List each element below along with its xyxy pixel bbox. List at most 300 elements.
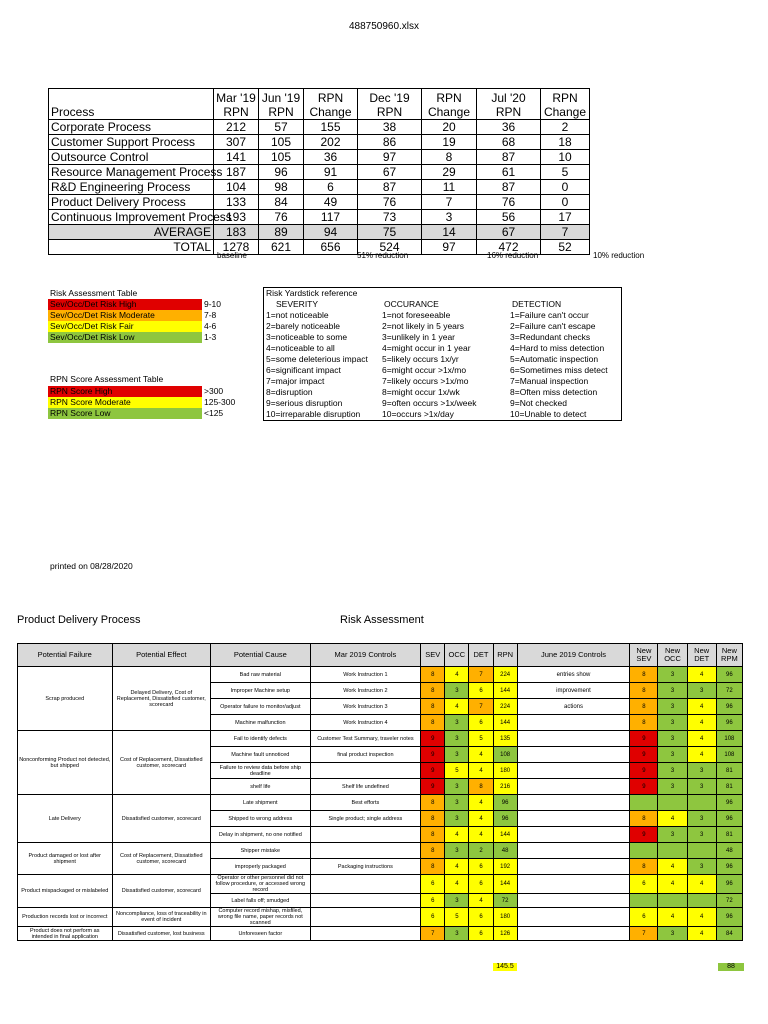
mar-2019-control: Work Instruction 3	[310, 699, 421, 715]
potential-cause: Machine malfunction	[211, 715, 311, 731]
yardstick-cell: 8=disruption	[266, 387, 313, 397]
yardstick-cell: 9=often occurs >1x/week	[382, 398, 477, 408]
det: 4	[469, 763, 493, 779]
sev: 8	[421, 811, 445, 827]
average-value: 67	[477, 225, 541, 240]
potential-effect: Dissatisfied customer, scorecard	[112, 875, 211, 908]
mar-2019-control: Work Instruction 1	[310, 667, 421, 683]
rpn-value: 67	[358, 165, 422, 180]
new-rpm: 84	[716, 927, 742, 941]
rpn-score-row	[48, 386, 237, 397]
rpn-score-row	[48, 408, 237, 419]
new-det: 4	[687, 731, 716, 747]
sev: 8	[421, 667, 445, 683]
risk-assessment-table	[48, 299, 223, 343]
yardstick-cell: 10=irreparable disruption	[266, 409, 361, 419]
potential-cause: Operator failure to monitor/adjust	[211, 699, 311, 715]
potential-failure: Product damaged or lost after shipment	[18, 843, 113, 875]
rpn: 180	[493, 763, 517, 779]
new-occ	[658, 894, 687, 908]
summary-header-cell: RPN Change	[541, 89, 590, 120]
average-value: 89	[259, 225, 304, 240]
average-value: 94	[304, 225, 358, 240]
sev: 9	[421, 731, 445, 747]
sev: 8	[421, 715, 445, 731]
new-occ: 3	[658, 763, 687, 779]
rpn-value: 104	[214, 180, 259, 195]
mar-2019-control	[310, 843, 421, 859]
det: 6	[469, 683, 493, 699]
potential-effect: Cost of Replacement, Dissatisfied customer, scorecard	[112, 731, 211, 795]
yardstick-cell: 7=Manual inspection	[510, 376, 589, 386]
rpn-value: 17	[541, 210, 590, 225]
yardstick-cell: 9=serious disruption	[266, 398, 343, 408]
yardstick-cell: 10=occurs >1x/day	[382, 409, 454, 419]
new-det: 4	[687, 927, 716, 941]
rpn-value: 57	[259, 120, 304, 135]
average-value: 183	[214, 225, 259, 240]
rpn: 224	[493, 699, 517, 715]
rpn-value: 7	[422, 195, 477, 210]
risk-level-row	[48, 321, 223, 332]
det: 4	[469, 795, 493, 811]
summary-row	[49, 210, 590, 225]
process-name: Product Delivery Process	[49, 195, 214, 210]
potential-cause: Label falls off; smudged	[211, 894, 311, 908]
section-title-risk: Risk Assessment	[340, 614, 424, 626]
mar-2019-control	[310, 927, 421, 941]
new-occ: 4	[658, 811, 687, 827]
yardstick-row	[264, 354, 622, 365]
rpn-value: 105	[259, 135, 304, 150]
yardstick-cell: 1=Failure can't occur	[510, 310, 589, 320]
yardstick-cell: 3=unlikely in 1 year	[382, 332, 456, 342]
june-2019-control: improvement	[517, 683, 630, 699]
occ: 4	[445, 699, 469, 715]
rpn-value: 87	[477, 180, 541, 195]
rpn-value: 133	[214, 195, 259, 210]
det: 4	[469, 811, 493, 827]
rpn: 135	[493, 731, 517, 747]
rpn-score-row	[48, 397, 237, 408]
mar-2019-control: Shelf life undefined	[310, 779, 421, 795]
yardstick-cell: 9=Not checked	[510, 398, 567, 408]
potential-cause: Late shipment	[211, 795, 311, 811]
process-name: R&D Engineering Process	[49, 180, 214, 195]
new-det: 3	[687, 763, 716, 779]
occ: 3	[445, 683, 469, 699]
new-sev: 9	[630, 827, 658, 843]
mar-2019-control	[310, 827, 421, 843]
avg-new-rpn: 88	[718, 963, 744, 971]
yardstick-cell: 6=might occur >1x/mo	[382, 365, 467, 375]
risk-level-row	[48, 332, 223, 343]
det: 7	[469, 699, 493, 715]
fmea-header-cell: Potential Effect	[112, 644, 211, 667]
new-rpm: 81	[716, 827, 742, 843]
new-occ: 3	[658, 747, 687, 763]
new-occ: 3	[658, 927, 687, 941]
rpn: 96	[493, 795, 517, 811]
summary-row	[49, 165, 590, 180]
potential-cause: Shipper mistake	[211, 843, 311, 859]
occ: 3	[445, 795, 469, 811]
yardstick-cell: 6=significant impact	[266, 365, 341, 375]
summary-average-row	[49, 225, 590, 240]
occ: 3	[445, 747, 469, 763]
mar-2019-control	[310, 908, 421, 927]
new-sev: 7	[630, 927, 658, 941]
sev: 8	[421, 699, 445, 715]
occ: 3	[445, 715, 469, 731]
rpn-value: 73	[358, 210, 422, 225]
rpn-value: 91	[304, 165, 358, 180]
new-sev: 8	[630, 811, 658, 827]
process-name: Corporate Process	[49, 120, 214, 135]
new-det: 3	[687, 683, 716, 699]
summary-row	[49, 120, 590, 135]
mar-2019-control: final product inspection	[310, 747, 421, 763]
yardstick-row	[264, 376, 622, 387]
fmea-row	[18, 908, 743, 927]
new-sev	[630, 795, 658, 811]
rpn: 108	[493, 747, 517, 763]
rpn: 144	[493, 683, 517, 699]
potential-cause: Unforeseen factor	[211, 927, 311, 941]
rpn-value: 29	[422, 165, 477, 180]
new-det: 3	[687, 827, 716, 843]
rpn-value: 3	[422, 210, 477, 225]
rpn-table-title: RPN Score Assessment Table	[50, 374, 164, 384]
summary-header-cell: Process	[49, 89, 214, 120]
mar-2019-control	[310, 763, 421, 779]
yardstick-cell: 4=noticeable to all	[266, 343, 335, 353]
new-sev: 8	[630, 683, 658, 699]
yardstick-cell: 3=Redundant checks	[510, 332, 591, 342]
sev: 6	[421, 894, 445, 908]
rpn-value: 155	[304, 120, 358, 135]
average-value: 14	[422, 225, 477, 240]
yardstick-title: Risk Yardstick reference	[266, 288, 358, 298]
rpn-value: 84	[259, 195, 304, 210]
potential-cause: Machine fault unnoticed	[211, 747, 311, 763]
rpn-value: 87	[358, 180, 422, 195]
fmea-header-cell: New OCC	[658, 644, 687, 667]
rpn-value: 2	[541, 120, 590, 135]
june-2019-control: actions	[517, 699, 630, 715]
det: 8	[469, 779, 493, 795]
yardstick-cell: 1=not foreseeable	[382, 310, 451, 320]
rpn-score-table	[48, 386, 237, 419]
new-occ	[658, 843, 687, 859]
new-rpm: 96	[716, 699, 742, 715]
june-2019-control	[517, 927, 630, 941]
avg-old-rpn: 145.5	[493, 963, 517, 971]
yardstick-cell: 4=might occur in 1 year	[382, 343, 471, 353]
risk-level-range: 7-8	[204, 310, 217, 320]
new-det: 4	[687, 699, 716, 715]
fmea-header-cell: New SEV	[630, 644, 658, 667]
mar-2019-control	[310, 894, 421, 908]
summary-row	[49, 180, 590, 195]
risk-level-row	[48, 299, 223, 310]
rpn-value: 86	[358, 135, 422, 150]
rpn-value: 76	[358, 195, 422, 210]
rpn-value: 202	[304, 135, 358, 150]
fmea-header-row	[18, 644, 743, 667]
occ: 3	[445, 894, 469, 908]
det: 4	[469, 747, 493, 763]
rpn-value: 141	[214, 150, 259, 165]
total-value: 97	[422, 240, 477, 255]
note-reduction-1: 51% reduction	[357, 251, 409, 260]
potential-cause: Operator or other personnel did not follow procedure, or accessed wrong record	[211, 875, 311, 894]
total-value: 524	[358, 240, 422, 255]
new-det: 4	[687, 667, 716, 683]
yardstick-header: DETECTION	[512, 299, 562, 309]
june-2019-control	[517, 795, 630, 811]
new-sev: 6	[630, 908, 658, 927]
occ: 4	[445, 875, 469, 894]
yardstick-cell: 10=Unable to detect	[510, 409, 587, 419]
new-det: 3	[687, 811, 716, 827]
rpn-value: 38	[358, 120, 422, 135]
yardstick-cell: 3=noticeable to some	[266, 332, 348, 342]
summary-row	[49, 195, 590, 210]
new-rpm: 108	[716, 747, 742, 763]
rpn: 224	[493, 667, 517, 683]
rpn-value: 19	[422, 135, 477, 150]
summary-header-cell: Jul '20 RPN	[477, 89, 541, 120]
new-occ: 4	[658, 859, 687, 875]
june-2019-control	[517, 908, 630, 927]
risk-level-label: Sev/Occ/Det Risk Low	[48, 332, 202, 343]
rpn: 144	[493, 827, 517, 843]
new-det: 4	[687, 747, 716, 763]
new-occ: 3	[658, 699, 687, 715]
rpn: 192	[493, 859, 517, 875]
new-rpm: 108	[716, 731, 742, 747]
new-rpm: 96	[716, 715, 742, 731]
risk-level-label: Sev/Occ/Det Risk Moderate	[48, 310, 202, 321]
yardstick-cell: 7=likely occurs >1x/mo	[382, 376, 469, 386]
potential-effect: Dissatisfied customer, lost business	[112, 927, 211, 941]
new-sev	[630, 894, 658, 908]
yardstick-cell: 5=Automatic inspection	[510, 354, 599, 364]
new-rpm: 96	[716, 795, 742, 811]
rpn: 180	[493, 908, 517, 927]
new-sev	[630, 843, 658, 859]
rpn: 126	[493, 927, 517, 941]
potential-cause: improperly packaged	[211, 859, 311, 875]
rpn: 72	[493, 894, 517, 908]
new-det	[687, 843, 716, 859]
yardstick-cell: 6=Sometimes miss detect	[510, 365, 608, 375]
yardstick-cell: 7=major impact	[266, 376, 325, 386]
sev: 8	[421, 859, 445, 875]
det: 5	[469, 731, 493, 747]
product-delivery-fmea-table	[17, 643, 743, 941]
new-det: 4	[687, 908, 716, 927]
potential-cause: Bad raw material	[211, 667, 311, 683]
yardstick-cell: 2=barely noticeable	[266, 321, 340, 331]
mar-2019-control: Work Instruction 2	[310, 683, 421, 699]
potential-cause: Delay in shipment, no one notified	[211, 827, 311, 843]
rpn-value: 307	[214, 135, 259, 150]
sev: 8	[421, 827, 445, 843]
yardstick-row	[264, 343, 622, 354]
summary-row	[49, 135, 590, 150]
fmea-header-cell: DET	[469, 644, 493, 667]
new-det	[687, 894, 716, 908]
yardstick-row	[264, 398, 622, 409]
occ: 3	[445, 779, 469, 795]
june-2019-control	[517, 731, 630, 747]
rpn-value: 20	[422, 120, 477, 135]
fmea-header-cell: RPN	[493, 644, 517, 667]
mar-2019-control	[310, 875, 421, 894]
summary-row	[49, 150, 590, 165]
new-occ: 3	[658, 827, 687, 843]
rpn-value: 49	[304, 195, 358, 210]
rpn-value: 117	[304, 210, 358, 225]
yardstick-header-row	[264, 299, 622, 310]
yardstick-cell: 2=Failure can't escape	[510, 321, 596, 331]
process-name: Resource Management Process	[49, 165, 214, 180]
rpn-summary-table	[48, 88, 590, 255]
new-det: 3	[687, 779, 716, 795]
potential-cause: shelf life	[211, 779, 311, 795]
new-sev: 8	[630, 715, 658, 731]
rpn-value: 96	[259, 165, 304, 180]
yardstick-cell: 2=not likely in 5 years	[382, 321, 464, 331]
mar-2019-control: Single product; single address	[310, 811, 421, 827]
new-rpm: 96	[716, 875, 742, 894]
rpn: 144	[493, 875, 517, 894]
new-rpm: 81	[716, 779, 742, 795]
sev: 8	[421, 683, 445, 699]
rpn-value: 76	[259, 210, 304, 225]
fmea-row	[18, 731, 743, 747]
summary-header-cell: RPN Change	[422, 89, 477, 120]
det: 4	[469, 894, 493, 908]
rpn-value: 6	[304, 180, 358, 195]
note-reduction-3: 10% reduction	[593, 251, 645, 260]
yardstick-cell: 8=might occur 1x/wk	[382, 387, 460, 397]
yardstick-header: SEVERITY	[276, 299, 319, 309]
new-det: 4	[687, 715, 716, 731]
fmea-header-cell: SEV	[421, 644, 445, 667]
fmea-header-cell: OCC	[445, 644, 469, 667]
yardstick-row	[264, 310, 622, 321]
occ: 4	[445, 827, 469, 843]
yardstick-cell: 4=Hard to miss detection	[510, 343, 605, 353]
total-label: TOTAL	[49, 240, 214, 255]
risk-yardstick-table	[263, 287, 622, 421]
rpn-value: 212	[214, 120, 259, 135]
rpn-value: 87	[477, 150, 541, 165]
risk-level-range: 1-3	[204, 332, 217, 342]
new-rpm: 96	[716, 908, 742, 927]
process-name: Customer Support Process	[49, 135, 214, 150]
printed-date: printed on 08/28/2020	[50, 561, 133, 571]
rpn-score-range: 125-300	[204, 397, 236, 407]
fmea-row	[18, 927, 743, 941]
new-occ: 3	[658, 683, 687, 699]
yardstick-row	[264, 332, 622, 343]
occ: 3	[445, 731, 469, 747]
rpn: 96	[493, 811, 517, 827]
risk-table-title: Risk Assessment Table	[50, 288, 138, 298]
rpn-value: 187	[214, 165, 259, 180]
occ: 4	[445, 667, 469, 683]
risk-level-row	[48, 310, 223, 321]
potential-failure: Product mispackaged or mislabeled	[18, 875, 113, 908]
rpn-value: 61	[477, 165, 541, 180]
new-sev: 8	[630, 699, 658, 715]
mar-2019-control: Customer Test Summary, traveler notes	[310, 731, 421, 747]
rpn-value: 0	[541, 180, 590, 195]
june-2019-control	[517, 827, 630, 843]
rpn: 48	[493, 843, 517, 859]
potential-cause: Shipped to wrong address	[211, 811, 311, 827]
june-2019-control	[517, 779, 630, 795]
occ: 3	[445, 843, 469, 859]
average-value: 7	[541, 225, 590, 240]
det: 6	[469, 875, 493, 894]
det: 6	[469, 859, 493, 875]
sev: 6	[421, 908, 445, 927]
june-2019-control	[517, 859, 630, 875]
total-value: 52	[541, 240, 590, 255]
fmea-header-cell: New RPM	[716, 644, 742, 667]
fmea-header-cell: New DET	[687, 644, 716, 667]
yardstick-row	[264, 387, 622, 398]
yardstick-row	[264, 321, 622, 332]
potential-cause: Improper Machine setup	[211, 683, 311, 699]
new-sev: 8	[630, 859, 658, 875]
new-occ: 3	[658, 779, 687, 795]
yardstick-cell: 1=not noticeable	[266, 310, 329, 320]
potential-failure: Scrap produced	[18, 667, 113, 731]
occ: 5	[445, 763, 469, 779]
yardstick-header: OCCURANCE	[384, 299, 439, 309]
june-2019-control	[517, 811, 630, 827]
occ: 3	[445, 927, 469, 941]
summary-header-cell: RPN Change	[304, 89, 358, 120]
occ: 5	[445, 908, 469, 927]
rpn-value: 56	[477, 210, 541, 225]
new-occ: 3	[658, 715, 687, 731]
mar-2019-control: Work Instruction 4	[310, 715, 421, 731]
potential-failure: Nonconforming Product not detected, but shipped	[18, 731, 113, 795]
rpn-score-range: >300	[204, 386, 224, 396]
new-sev: 8	[630, 667, 658, 683]
rpn-value: 76	[477, 195, 541, 210]
potential-effect: Dissatisfied customer, scorecard	[112, 795, 211, 843]
new-det	[687, 795, 716, 811]
yardstick-cell: 5=likely occurs 1x/yr	[382, 354, 459, 364]
new-rpm: 48	[716, 843, 742, 859]
file-title: 488750960.xlsx	[348, 21, 420, 32]
yardstick-row	[264, 409, 622, 421]
june-2019-control	[517, 747, 630, 763]
new-occ: 3	[658, 667, 687, 683]
summary-header-cell: Jun '19 RPN	[259, 89, 304, 120]
occ: 3	[445, 811, 469, 827]
total-value: 472	[477, 240, 541, 255]
rpn-score-range: <125	[204, 408, 224, 418]
